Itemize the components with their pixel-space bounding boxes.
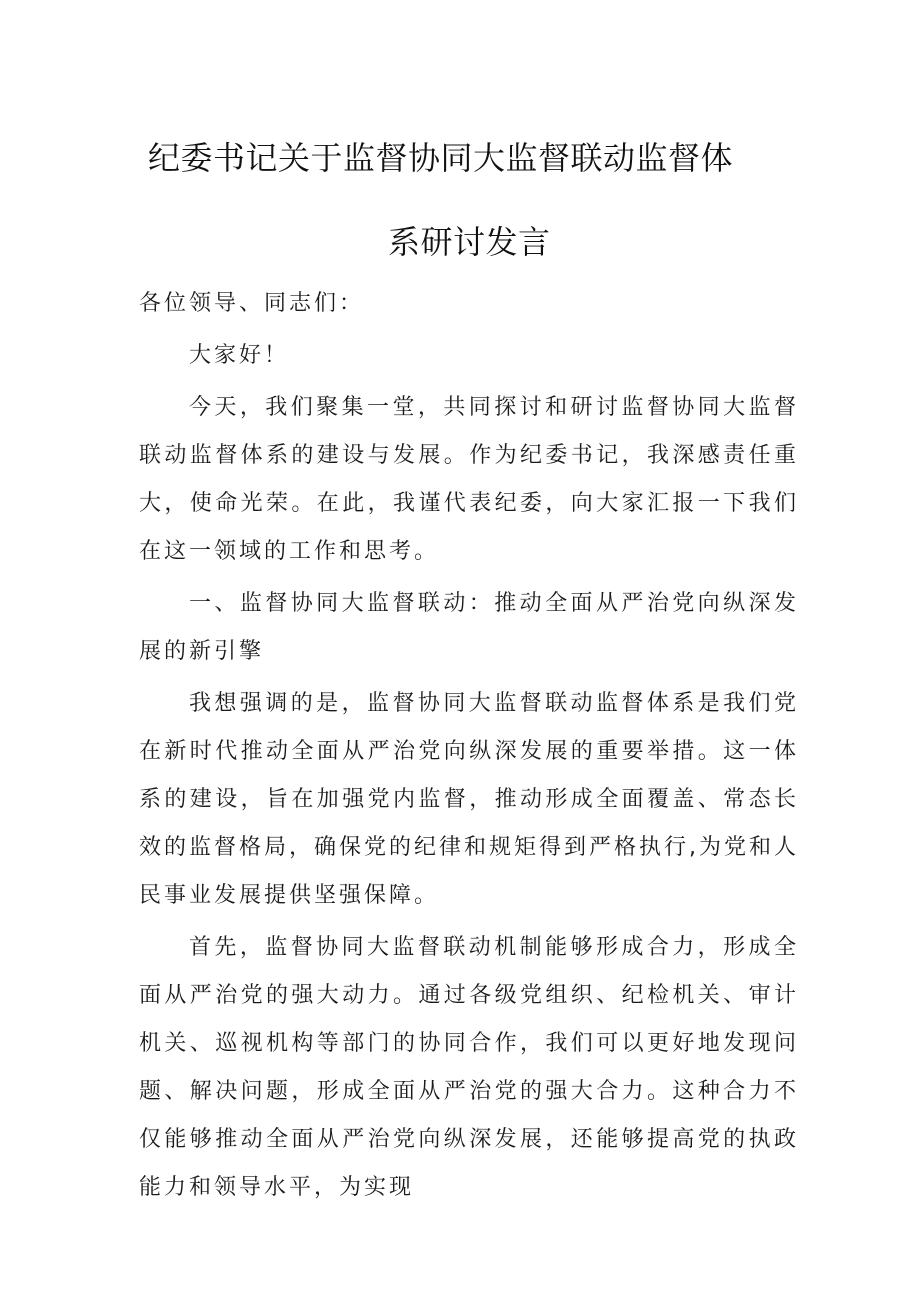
paragraph-first-point: 首先，监督协同大监督联动机制能够形成合力，形成全面从严治党的强大动力。通过各级党组织、纪检机关、审计机关、巡视机构等部门的协同合作，我们可以更好地发现问题、解决问题，形成全面从严治党的强大合力。这种合力不仅能够推动全面从严治党向纵深发展，还能够提高党的执政能力和领导水平，为实现 <box>139 935 799 1200</box>
section-heading-1: 一、监督协同大监督联动：推动全面从严治党向纵深发展的新引擎 <box>139 591 799 664</box>
document-title-line-1: 纪委书记关于监督协同大监督联动监督体 <box>148 139 734 177</box>
document-title-line-2: 系研讨发言 <box>388 223 551 261</box>
document-body <box>139 280 799 1212</box>
greeting: 大家好！ <box>189 343 290 368</box>
paragraph-emphasis: 我想强调的是，监督协同大监督联动监督体系是我们党在新时代推动全面从严治党向纵深发展的重要举措。这一体系的建设，旨在加强党内监督，推动形成全面覆盖、常态长效的监督格局，确保党的纪律和规矩得到严格执行,为党和人民事业发展提供坚强保障。 <box>139 691 799 908</box>
paragraph-intro: 今天，我们聚集一堂，共同探讨和研讨监督协同大监督联动监督体系的建设与发展。作为纪委书记，我深感责任重大，使命光荣。在此，我谨代表纪委，向大家汇报一下我们在这一领域的工作和思考。 <box>139 395 799 564</box>
salutation: 各位领导、同志们： <box>139 291 365 316</box>
